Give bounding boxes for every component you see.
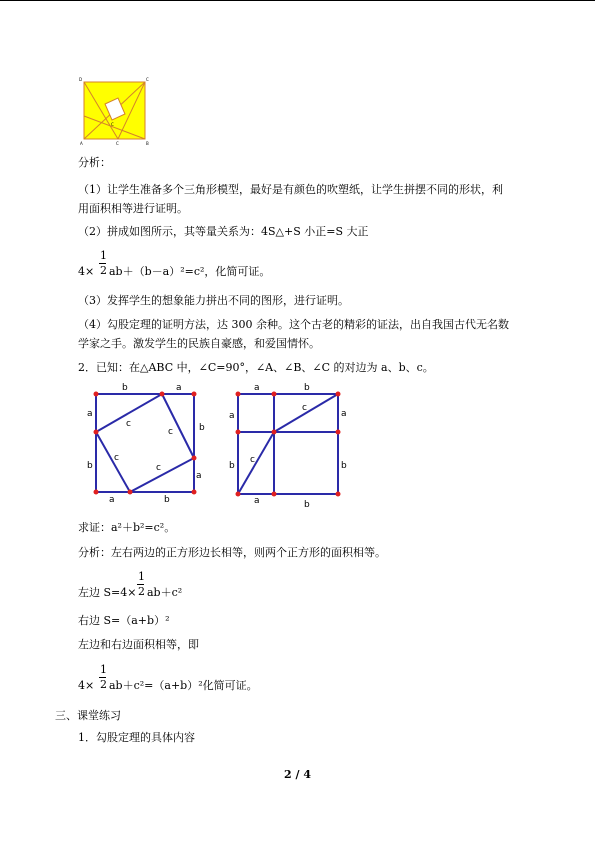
vertex-dot — [192, 392, 197, 397]
analysis-p3: （3）发挥学生的想象能力拼出不同的图形，进行证明。 — [78, 294, 349, 307]
right-left-a: a — [229, 411, 235, 421]
left-eq-frac-num: 1 — [138, 570, 145, 583]
left-c1: c — [126, 419, 131, 429]
left-right-a: a — [196, 471, 202, 481]
vertex-dot — [236, 430, 241, 435]
left-outer-square — [96, 394, 194, 492]
left-tilted-square — [96, 394, 194, 492]
example2-text: 2．已知：在△ABC 中，∠C=90°，∠A、∠B、∠C 的对边为 a、b、c。 — [78, 361, 434, 374]
vertex-dot — [192, 456, 197, 461]
right-outer-square — [238, 394, 338, 494]
left-bottom-a: a — [109, 495, 115, 505]
vertex-dot — [94, 392, 99, 397]
proof-prove: 求证：a²＋b²=c²。 — [78, 521, 176, 534]
final-eq-frac-den: 2 — [100, 678, 107, 691]
equal-text: 左边和右边面积相等，即 — [78, 638, 199, 651]
left-c2: c — [168, 427, 173, 437]
vertex-dot — [192, 490, 197, 495]
fig1-label-bottom: C — [116, 141, 119, 146]
left-right-b: b — [199, 423, 205, 433]
fig1-label-d: D — [79, 77, 83, 82]
eq1-frac-num: 1 — [100, 249, 107, 262]
vertex-dot — [272, 492, 277, 497]
right-bottom-a: a — [254, 496, 260, 506]
vertex-dot — [336, 492, 341, 497]
left-left-b: b — [87, 461, 93, 471]
left-top-a: a — [176, 383, 182, 393]
fig1-label-inner: C — [111, 122, 114, 127]
vertex-dot — [272, 430, 277, 435]
left-eq-frac-den: 2 — [138, 585, 145, 598]
analysis-heading: 分析： — [78, 156, 111, 169]
fig1-label-c: C — [146, 77, 149, 82]
left-c4: c — [156, 463, 161, 473]
analysis-p4-line1: （4）勾股定理的证明方法，达 300 余种。这个古老的精彩的证法，出自我国古代无名数 — [78, 318, 509, 331]
vertex-dot — [128, 490, 133, 495]
right-c1: c — [302, 403, 307, 413]
vertex-dot — [94, 490, 99, 495]
analysis-p2: （2）拼成如图所示，其等量关系为：4S△+S 小正=S 大正 — [78, 225, 369, 238]
vertex-dot — [336, 392, 341, 397]
eq1-pre: 4× — [78, 265, 95, 278]
vertex-dot — [160, 392, 165, 397]
right-bottom-b: b — [304, 500, 310, 510]
right-top-a: a — [254, 383, 260, 393]
right-right-b: b — [341, 461, 347, 471]
vertex-dot — [94, 430, 99, 435]
analysis-p1-line1: （1）让学生准备多个三角形模型，最好是有颜色的吹塑纸，让学生拼摆不同的形状，利 — [78, 183, 503, 196]
right-left-b: b — [229, 461, 235, 471]
vertex-dot — [236, 492, 241, 497]
left-eq-pre: 左边 S=4× — [78, 586, 137, 599]
right-diag-top — [274, 394, 338, 432]
vertex-dot — [272, 392, 277, 397]
proof-analysis: 分析：左右两边的正方形边长相等，则两个正方形的面积相等。 — [78, 546, 386, 559]
figure-yellow-square — [78, 76, 156, 148]
eq1-frac-den: 2 — [100, 264, 107, 277]
fig1-label-b: B — [146, 141, 149, 146]
figure-left-square — [84, 380, 214, 512]
page-top-rule — [0, 0, 595, 1]
vertex-dot — [236, 392, 241, 397]
section3-heading: 三、课堂练习 — [55, 709, 121, 722]
left-left-a: a — [87, 409, 93, 419]
right-top-b: b — [304, 383, 310, 393]
left-bottom-b: b — [164, 495, 170, 505]
right-right-a: a — [341, 409, 347, 419]
analysis-p4-line2: 学家之手。激发学生的民族自豪感，和爱国情怀。 — [78, 337, 320, 350]
page-number: 2 / 4 — [284, 768, 311, 781]
eq1-post: ab＋（b－a）²=c²，化简可证。 — [109, 265, 271, 278]
left-top-b: b — [122, 383, 128, 393]
right-c2: c — [250, 455, 255, 465]
final-eq-frac-num: 1 — [100, 663, 107, 676]
right-diag-bottom — [238, 432, 274, 494]
fig1-label-a: A — [80, 141, 83, 146]
right-eq: 右边 S=（a+b）² — [78, 614, 170, 627]
vertex-dot — [336, 430, 341, 435]
left-c3: c — [114, 453, 119, 463]
analysis-p1-line2: 用面积相等进行证明。 — [78, 202, 188, 215]
final-eq-post: ab＋c²=（a+b）²化简可证。 — [109, 679, 258, 692]
left-eq-post: ab＋c² — [147, 586, 183, 599]
figure-right-square — [226, 380, 356, 512]
final-eq-pre: 4× — [78, 679, 95, 692]
section3-item1: 1．勾股定理的具体内容 — [78, 731, 195, 744]
